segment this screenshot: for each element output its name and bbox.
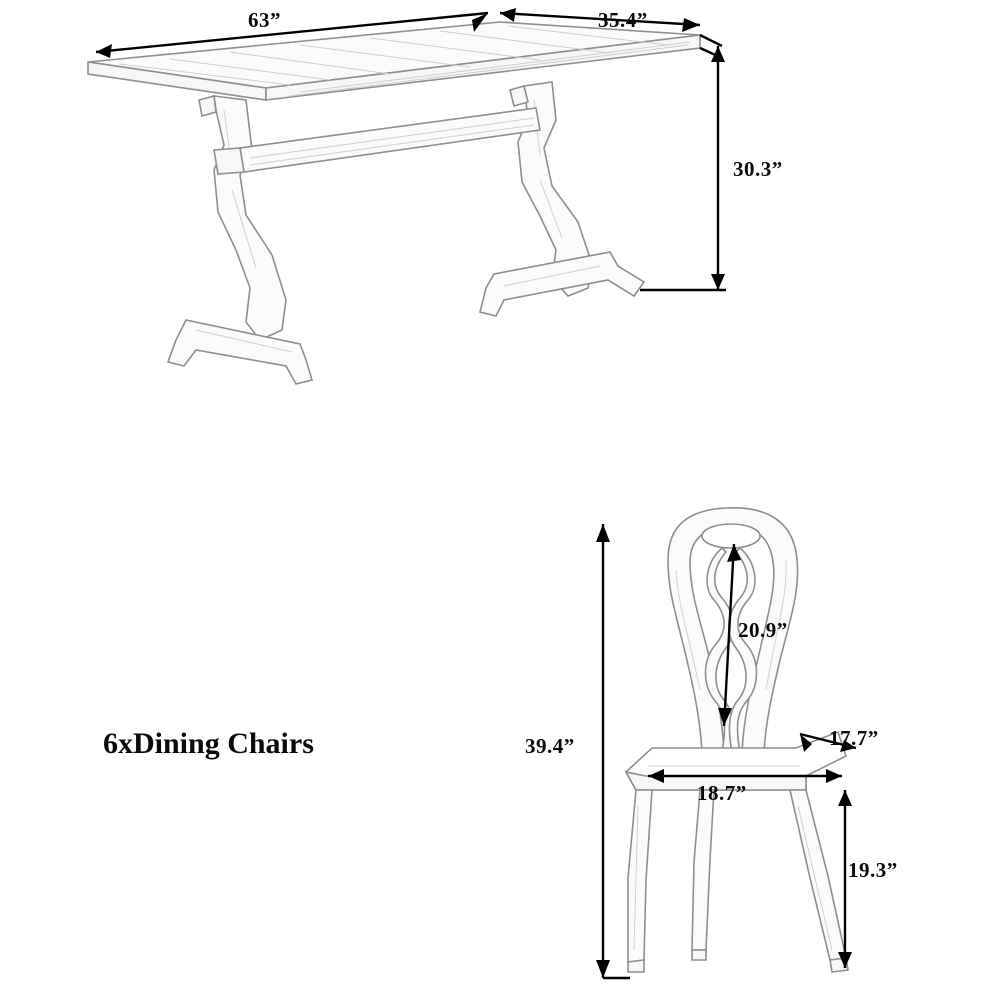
table-stretcher — [214, 108, 540, 174]
chair-illustration — [626, 508, 848, 972]
dimension-label-chair-seat-depth: 17.7” — [829, 726, 879, 750]
chair-legs — [628, 790, 848, 972]
dimension-label-chair-seat-height: 19.3” — [848, 858, 898, 882]
dimension-label-table-height: 30.3” — [733, 157, 783, 181]
dimension-label-table-width: 63” — [248, 8, 281, 32]
dimension-label-chair-total-height: 39.4” — [525, 734, 575, 758]
dimension-label-table-depth: 35.4” — [598, 8, 648, 32]
table-illustration — [88, 22, 700, 384]
table-leg-left — [168, 96, 312, 384]
dimension-label-chair-back-height: 20.9” — [738, 618, 788, 642]
dimension-label-chair-seat-width: 18.7” — [697, 781, 747, 805]
table-top — [88, 22, 700, 100]
chair-quantity-caption: 6xDining Chairs — [103, 727, 314, 760]
